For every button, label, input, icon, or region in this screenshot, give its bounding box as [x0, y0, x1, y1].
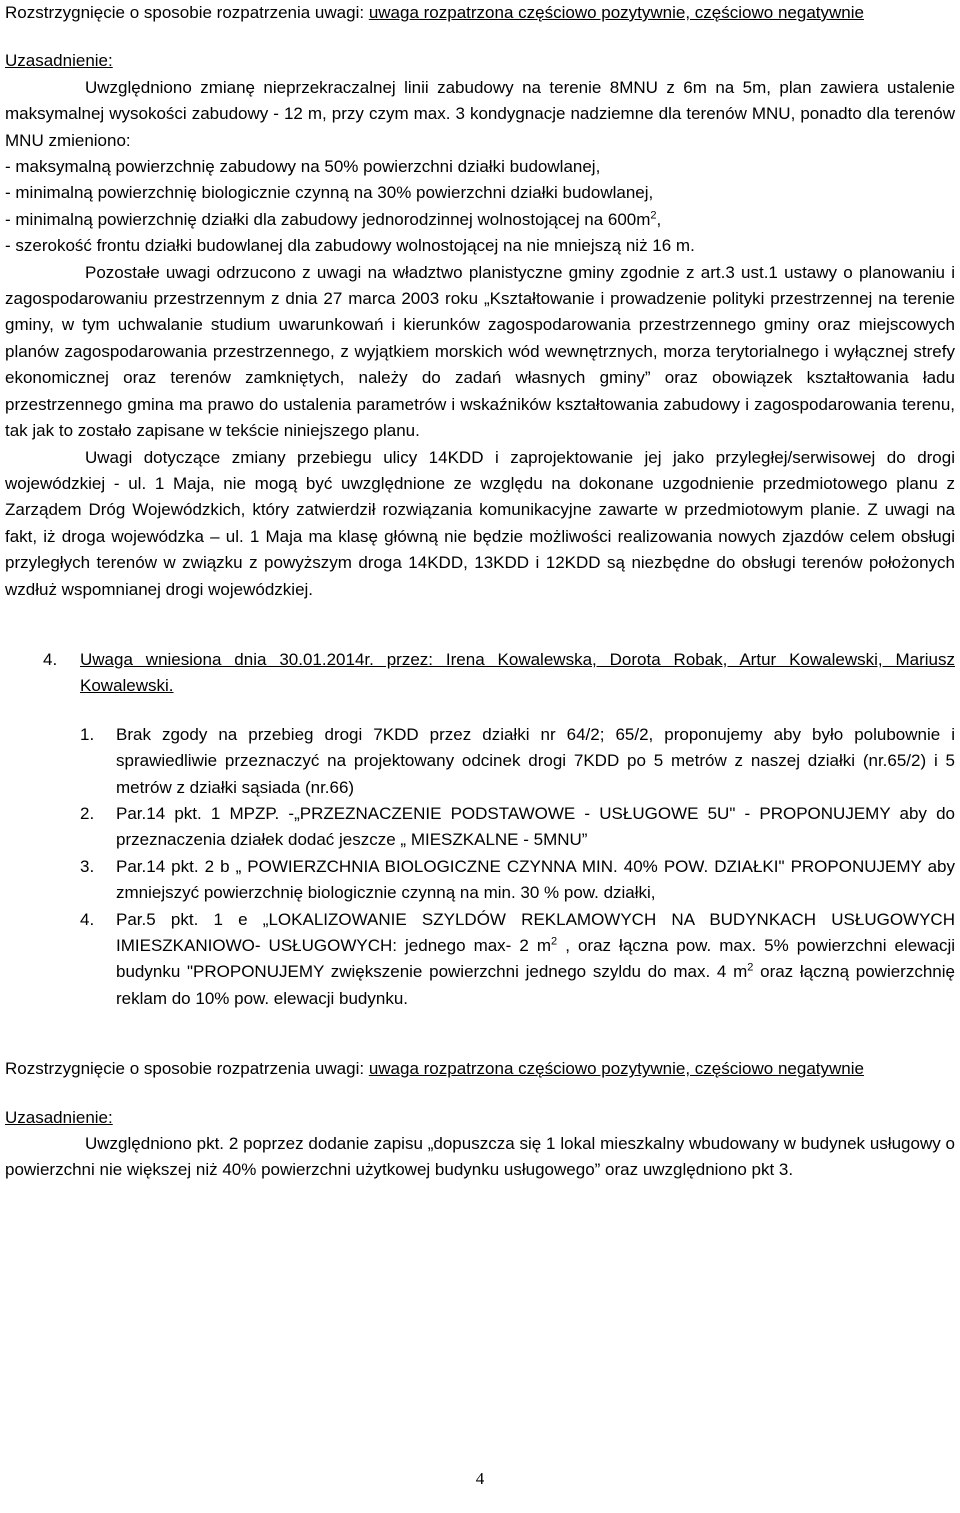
- justification-2-label: Uzasadnienie:: [5, 1107, 113, 1127]
- resolution-2-label: Rozstrzygnięcie o sposobie rozpatrzenia uwagi:: [5, 1059, 365, 1079]
- list-item: 4. Par.5 pkt. 1 e „LOKALIZOWANIE SZYLDÓW REKLAMOWYCH NA BUDYNKACH USŁUGOWYCH IMIESZKANIOWO- USŁUGOWYCH: jednego max- 2 $m^2$ , oraz łączna pow. max. 5% powierzchni elewacji budynku "PROPONUJEMY zwiększenie powierzchni jednego szyldu do max. 4 $m^2$ oraz łączną powierzchnię reklam do 10% pow. elewacji budynku.: [80, 909, 955, 1008]
- rejection-paragraph: Pozostałe uwagi odrzucono z uwagi na władztwo planistyczne gminy zgodnie z art.3 ust.1 ustawy o planowaniu i zagospodarowaniu przestrzennym z dnia 27 marca 2003 roku „Kształtowanie i prowadzenie polityki przestrzennej na terenie gminy, w tym uchwalanie studium uwarunkowań i kierunków zagospodarowania przestrzennego gminy oraz miejscowych planów zagospodarowania przestrzennego, z wyjątkiem morskich wód wewnętrznych, morza terytorialnego i wyłącznej strefy ekonomicznej oraz terenów zamkniętych, należy do zadań własnych gminy” oraz obowiązek kształtowania ładu przestrzennego gmina ma prawo do ustalenia parametrów i wskaźników kształtowania zabudowy i zagospodarowania terenu, tak jak to zostało zapisane w tekście niniejszego planu.: [5, 262, 955, 441]
- justification-1-label: Uzasadnienie:: [5, 51, 113, 71]
- list-item: 3. Par.14 pkt. 2 b „ POWIERZCHNIA BIOLOGICZNE CZYNNA MIN. 40% POW. DZIAŁKI" PROPONUJEMY aby zmniejszyć powierzchnię biologicznie czynną na min. 30 % pow. działki,: [80, 856, 955, 903]
- resolution-2: [5, 1056, 955, 1082]
- resolution-2-value: uwaga rozpatrzona częściowo pozytywnie, częściowo negatywnie: [368, 1059, 864, 1079]
- justification-2-paragraph: Uwzględniono pkt. 2 poprzez dodanie zapisu „dopuszcza się 1 lokal mieszkalny wbudowany w budynek usługowy o powierzchni nie większej niż 40% powierzchni użytkowej budynku usługowego” oraz uwzględniono pkt 3.: [5, 1134, 955, 1180]
- road-paragraph: Uwagi dotyczące zmiany przebiegu ulicy 14KDD i zaprojektowanie jej jako przyległej/serwisowej do drogi wojewódzkiej - ul. 1 Maja, nie mogą być uwzględnione ze względu na dokonane uzgodnienie przedmiotowego planu z Zarządem Dróg Wojewódzkich, który zatwierdził rozwiązania komunikacyjne zawarte w przedmiotowym planie. Z uwagi na fakt, iż droga wojewódzka – ul. 1 Maja ma klasę główną nie będzie możliwości realizowania nowych zjazdów celem obsługi przyległych terenów w związku z powyższym droga 14KDD, 13KDD i 12KDD są niezbędne do obsługi terenów położonych wzdłuż wspomnianej drogi wojewódzkiej.: [5, 447, 955, 599]
- remark-4-number: 4.: [43, 649, 58, 669]
- document-page: [5, 0, 955, 1184]
- remark-4-points: [80, 722, 955, 1012]
- change-line-3: - minimalną powierzchnię działki dla zabudowy jednorodzinnej wolnostojącej na $600m^2$,: [5, 209, 662, 229]
- page-number: 4: [475, 1469, 485, 1488]
- remark-4-title: Uwaga wniesiona dnia 30.01.2014r. przez: Irena Kowalewska, Dorota Robak, Artur Kowalewski, Mariusz Kowalewski.: [80, 649, 955, 696]
- list-item: 1. Brak zgody na przebieg drogi 7KDD przez działki nr 64/2; 65/2, proponujemy aby było polubownie i sprawiedliwie przeznaczyć na projektowany odcinek drogi 7KDD po 5 metrów z naszej działki (nr.65/2) i 5 metrów z działki sąsiada (nr.66): [80, 724, 955, 797]
- justification-1-paragraph: Uwzględniono zmianę nieprzekraczalnej linii zabudowy na terenie 8MNU z 6m na 5m, plan zawiera ustalenie maksymalnej wysokości zabudowy - 12 m, przy czym max. 3 kondygnacje nadziemne dla terenów MNU, ponadto dla terenów MNU zmieniono:: [5, 77, 955, 150]
- resolution-1: [5, 0, 955, 26]
- change-line-2: - minimalną powierzchnię biologicznie czynną na 30% powierzchni działki budowlanej,: [5, 183, 654, 203]
- remark-4-heading: [5, 647, 955, 700]
- resolution-1-value: uwaga rozpatrzona częściowo pozytywnie, częściowo negatywnie: [368, 3, 864, 22]
- change-line-1: - maksymalną powierzchnię zabudowy na 50% powierzchni działki budowlanej,: [5, 157, 601, 177]
- list-item: 2. Par.14 pkt. 1 MPZP. -„PRZEZNACZENIE PODSTAWOWE - USŁUGOWE 5U" - PROPONUJEMY aby do przeznaczenia działek dodać jeszcze „ MIESZKALNE - 5MNU”: [80, 803, 955, 850]
- change-line-4: - szerokość frontu działki budowlanej dla zabudowy wolnostojącej na nie mniejszą niż 16 m.: [5, 236, 695, 256]
- resolution-1-label: Rozstrzygnięcie o sposobie rozpatrzenia uwagi:: [5, 3, 365, 22]
